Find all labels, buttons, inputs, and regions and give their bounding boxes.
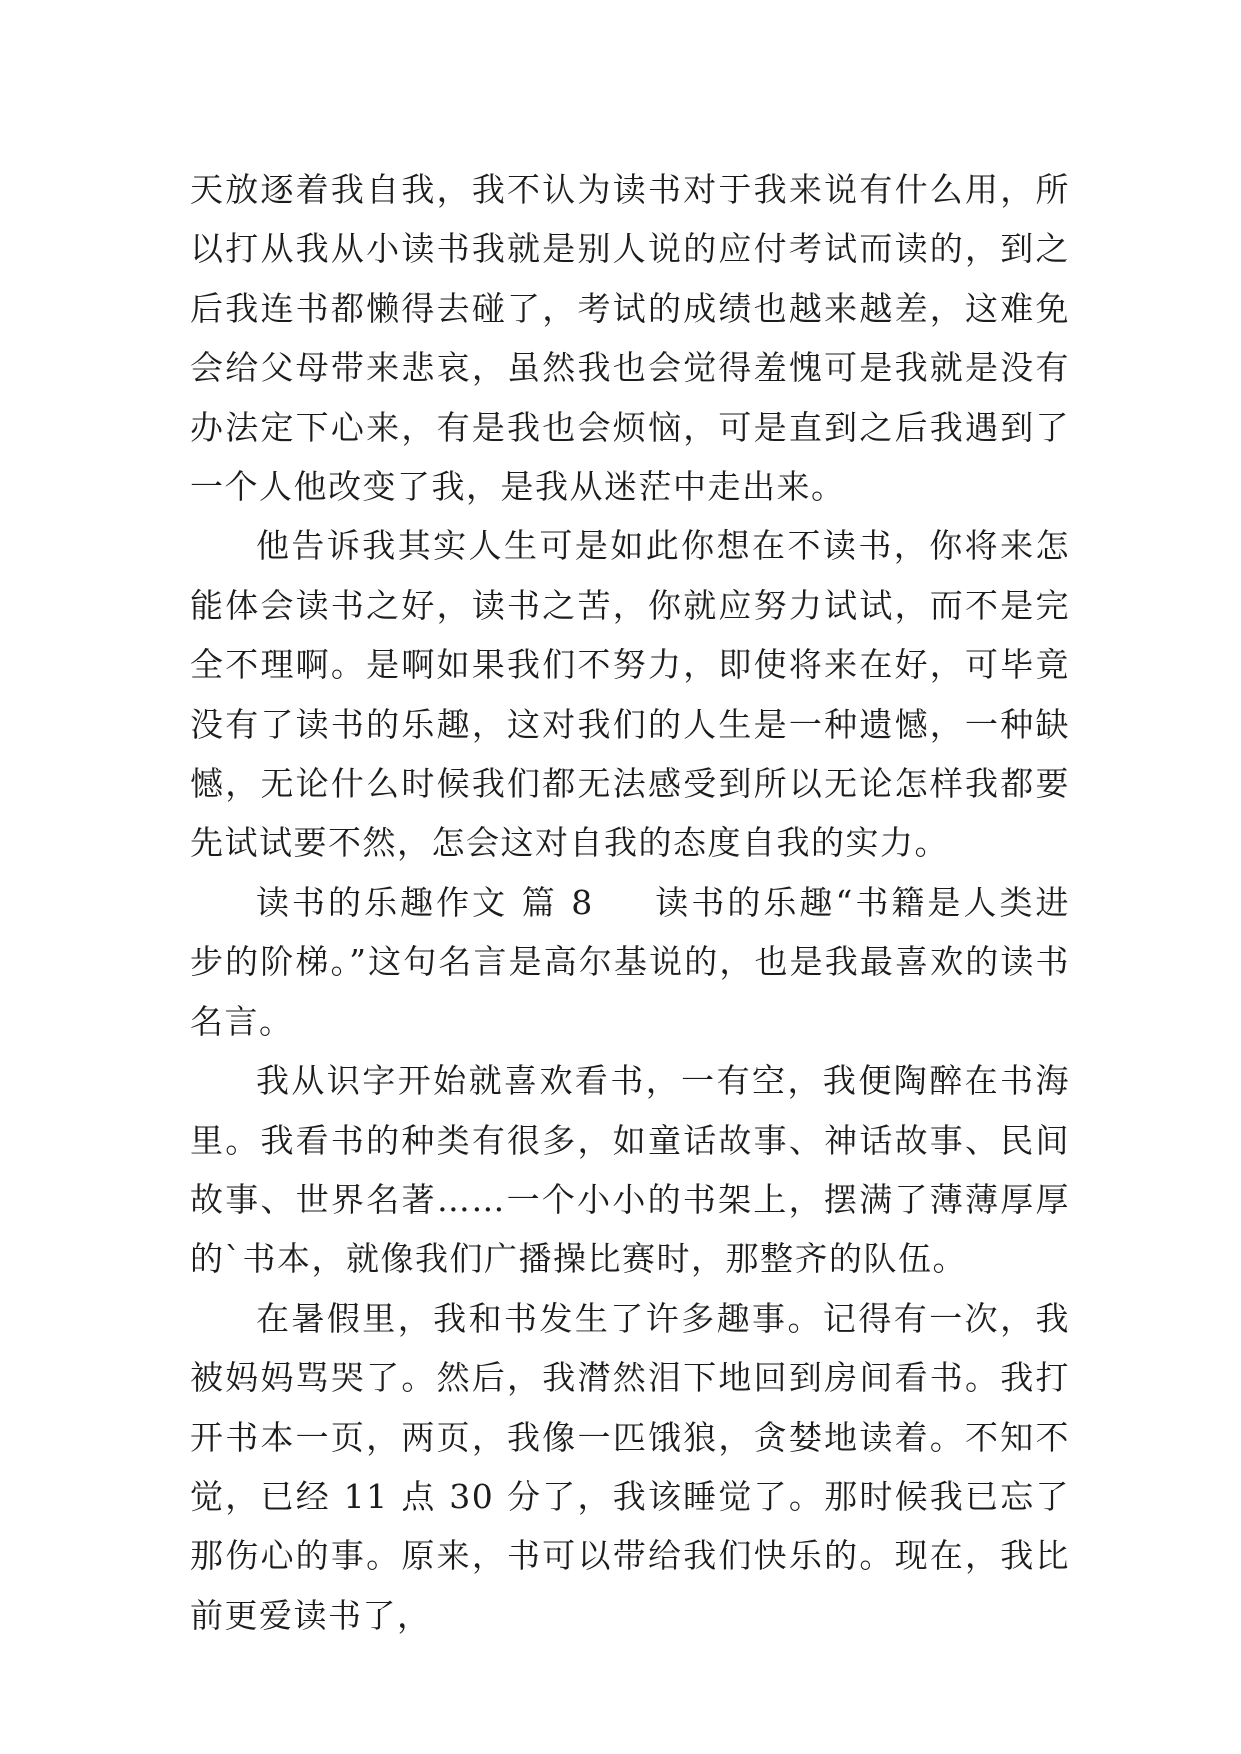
paragraph-5: 在暑假里，我和书发生了许多趣事。记得有一次，我被妈妈骂哭了。然后，我潸然泪下地回到房间看书。我打开书本一页，两页，我像一匹饿狼，贪婪地读着。不知不觉，已经 11 点 30 分了，我该睡觉了。那时候我已忘了那伤心的事。原来，书可以带给我们快乐的。现在，我比前更爱读书了， [190, 1298, 1070, 1635]
paragraph-3-text: 读书的乐趣“书籍是人类进步的阶梯。”这句名言是高尔基说的，也是我最喜欢的读书名言。 [190, 882, 1071, 1041]
paragraph-3 [190, 873, 1070, 1051]
paragraph-2: 他告诉我其实人生可是如此你想在不读书，你将来怎能体会读书之好，读书之苦，你就应努力试试，而不是完全不理啊。是啊如果我们不努力，即使将来在好，可毕竟没有了读书的乐趣，这对我们的人生是一种遗憾，一种缺憾，无论什么时候我们都无法感受到所以无论怎样我都要先试试要不然，怎会这对自我的态度自我的实力。 [190, 526, 1070, 863]
section-heading: 读书的乐趣作文 篇 8 [256, 882, 594, 922]
document-body [190, 160, 1070, 1645]
paragraph-4: 我从识字开始就喜欢看书，一有空，我便陶醉在书海里。我看书的种类有很多，如童话故事、神话故事、民间故事、世界名著……一个小小的书架上，摆满了薄薄厚厚的`书本，就像我们广播操比赛时，那整齐的队伍。 [190, 1061, 1070, 1279]
paragraph-1: 天放逐着我自我，我不认为读书对于我来说有什么用，所以打从我从小读书我就是别人说的应付考试而读的，到之后我连书都懒得去碰了，考试的成绩也越来越差，这难免会给父母带来悲哀，虽然我也会觉得羞愧可是我就是没有办法定下心来，有是我也会烦恼，可是直到之后我遇到了一个人他改变了我，是我从迷茫中走出来。 [190, 170, 1070, 507]
